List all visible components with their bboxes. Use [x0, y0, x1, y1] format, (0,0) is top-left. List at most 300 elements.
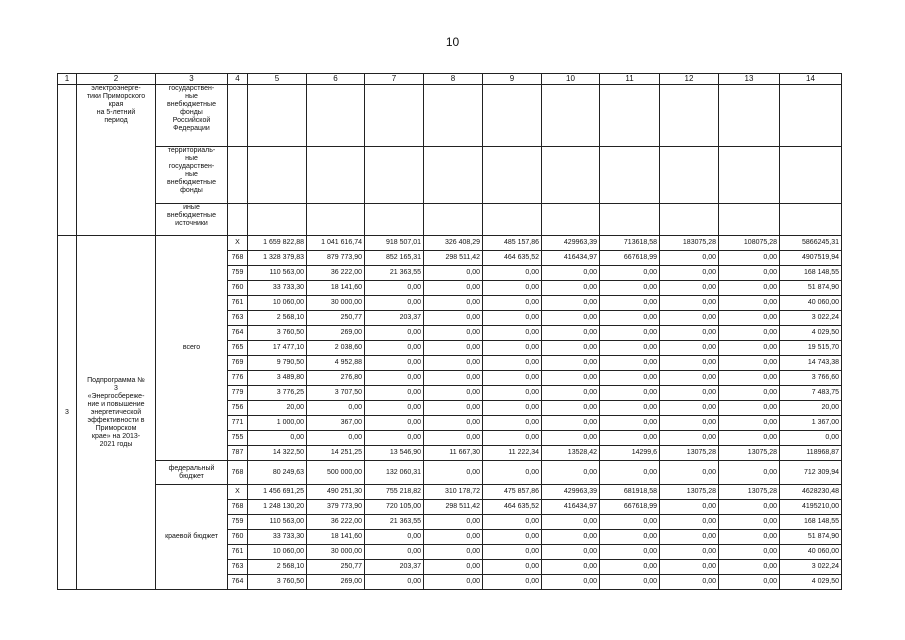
- value-cell: 0,00: [719, 311, 780, 326]
- value-cell: 0,00: [542, 515, 600, 530]
- value-cell: 33 733,30: [248, 281, 307, 296]
- value-cell: 0,00: [542, 371, 600, 386]
- value-cell: 0,00: [719, 326, 780, 341]
- value-cell: 0,00: [660, 431, 719, 446]
- value-cell: 0,00: [424, 296, 483, 311]
- value-cell: 0,00: [424, 326, 483, 341]
- value-cell: 667618,99: [600, 500, 660, 515]
- value-cell: 0,00: [719, 266, 780, 281]
- value-cell: 0,00: [600, 341, 660, 356]
- value-cell: 0,00: [542, 386, 600, 401]
- value-cell: 33 733,30: [248, 530, 307, 545]
- value-cell: 500 000,00: [307, 461, 365, 485]
- value-cell: 0,00: [424, 401, 483, 416]
- column-header: 2: [77, 74, 156, 85]
- value-cell: 0,00: [719, 341, 780, 356]
- value-cell: 0,00: [600, 461, 660, 485]
- code-cell: 764: [228, 575, 248, 590]
- value-cell: 1 328 379,83: [248, 251, 307, 266]
- value-cell: 203,37: [365, 560, 424, 575]
- code-cell: 761: [228, 545, 248, 560]
- value-cell: 0,00: [719, 386, 780, 401]
- value-cell: 0,00: [719, 251, 780, 266]
- value-cell: 4628230,48: [780, 485, 842, 500]
- empty-cell: [228, 85, 248, 147]
- value-cell: 0,00: [660, 341, 719, 356]
- value-cell: 326 408,29: [424, 236, 483, 251]
- value-cell: 30 000,00: [307, 545, 365, 560]
- value-cell: 720 105,00: [365, 500, 424, 515]
- value-cell: 0,00: [365, 356, 424, 371]
- code-cell: 787: [228, 446, 248, 461]
- value-cell: 0,00: [365, 416, 424, 431]
- value-cell: 0,00: [660, 500, 719, 515]
- value-cell: 1 659 822,88: [248, 236, 307, 251]
- empty-cell: [719, 85, 780, 147]
- value-cell: 110 563,00: [248, 266, 307, 281]
- value-cell: 0,00: [365, 431, 424, 446]
- value-cell: 0,00: [307, 431, 365, 446]
- value-cell: 0,00: [424, 371, 483, 386]
- value-cell: 0,00: [483, 560, 542, 575]
- empty-cell: [483, 204, 542, 236]
- continuation-row: [58, 147, 842, 204]
- code-cell: 771: [228, 416, 248, 431]
- value-cell: 132 060,31: [365, 461, 424, 485]
- empty-cell: [307, 147, 365, 204]
- value-cell: 0,00: [424, 545, 483, 560]
- value-cell: 0,00: [424, 560, 483, 575]
- code-cell: 761: [228, 296, 248, 311]
- value-cell: 0,00: [660, 266, 719, 281]
- value-cell: 0,00: [660, 575, 719, 590]
- value-cell: 0,00: [542, 326, 600, 341]
- value-cell: 4907519,94: [780, 251, 842, 266]
- value-cell: 755 218,82: [365, 485, 424, 500]
- value-cell: 0,00: [660, 251, 719, 266]
- code-cell: Х: [228, 236, 248, 251]
- column-header: 11: [600, 74, 660, 85]
- value-cell: 0,00: [483, 386, 542, 401]
- column-header: 7: [365, 74, 424, 85]
- empty-cell: [248, 85, 307, 147]
- value-cell: 3 766,60: [780, 371, 842, 386]
- value-cell: 0,00: [365, 545, 424, 560]
- value-cell: 0,00: [542, 416, 600, 431]
- empty-cell: [307, 85, 365, 147]
- column-header: 10: [542, 74, 600, 85]
- value-cell: 0,00: [542, 545, 600, 560]
- empty-cell: [483, 147, 542, 204]
- value-cell: 1 000,00: [248, 416, 307, 431]
- value-cell: 276,80: [307, 371, 365, 386]
- value-cell: 0,00: [660, 461, 719, 485]
- value-cell: 0,00: [365, 326, 424, 341]
- value-cell: 4 029,50: [780, 326, 842, 341]
- value-cell: 0,00: [365, 401, 424, 416]
- column-header: 9: [483, 74, 542, 85]
- value-cell: 0,00: [542, 431, 600, 446]
- code-cell: 765: [228, 341, 248, 356]
- value-cell: 2 038,60: [307, 341, 365, 356]
- column-header: 4: [228, 74, 248, 85]
- value-cell: 168 148,55: [780, 515, 842, 530]
- value-cell: 0,00: [600, 515, 660, 530]
- row-number-cell: [58, 85, 77, 236]
- value-cell: 416434,97: [542, 500, 600, 515]
- code-cell: 779: [228, 386, 248, 401]
- funding-source-cell: государствен- ные внебюджетные фонды Российской Федерации: [156, 85, 228, 147]
- value-cell: 40 060,00: [780, 296, 842, 311]
- value-cell: 0,00: [719, 401, 780, 416]
- value-cell: 3 760,50: [248, 326, 307, 341]
- value-cell: 3 022,24: [780, 311, 842, 326]
- code-cell: 768: [228, 251, 248, 266]
- value-cell: 1 248 130,20: [248, 500, 307, 515]
- value-cell: 0,00: [600, 560, 660, 575]
- code-cell: 755: [228, 431, 248, 446]
- funding-source-label: краевой бюджет: [156, 485, 228, 590]
- value-cell: 0,00: [483, 326, 542, 341]
- value-cell: 0,00: [424, 386, 483, 401]
- value-cell: 2 568,10: [248, 560, 307, 575]
- value-cell: 0,00: [719, 296, 780, 311]
- value-cell: 168 148,55: [780, 266, 842, 281]
- value-cell: 0,00: [719, 416, 780, 431]
- value-cell: 0,00: [483, 356, 542, 371]
- value-cell: 464 635,52: [483, 500, 542, 515]
- code-cell: 756: [228, 401, 248, 416]
- value-cell: 9 790,50: [248, 356, 307, 371]
- value-cell: 5866245,31: [780, 236, 842, 251]
- value-cell: 0,00: [424, 431, 483, 446]
- value-cell: 36 222,00: [307, 515, 365, 530]
- value-cell: 0,00: [719, 371, 780, 386]
- value-cell: 0,00: [600, 431, 660, 446]
- value-cell: 17 477,10: [248, 341, 307, 356]
- value-cell: 18 141,60: [307, 530, 365, 545]
- value-cell: 298 511,42: [424, 251, 483, 266]
- value-cell: 0,00: [660, 371, 719, 386]
- continuation-row: [58, 85, 842, 147]
- federal-row: [58, 461, 842, 485]
- value-cell: 11 667,30: [424, 446, 483, 461]
- value-cell: 0,00: [719, 530, 780, 545]
- value-cell: 0,00: [365, 530, 424, 545]
- value-cell: 0,00: [483, 296, 542, 311]
- program-name-cell: Подпрограмма № 3 «Энергосбереже- ние и повышение энергетической эффективности в Приморском крае» на 2013- 2021 годы: [77, 236, 156, 590]
- value-cell: 0,00: [483, 431, 542, 446]
- value-cell: 0,00: [719, 356, 780, 371]
- value-cell: 3 022,24: [780, 560, 842, 575]
- value-cell: 0,00: [660, 416, 719, 431]
- value-cell: 429963,39: [542, 485, 600, 500]
- value-cell: 0,00: [542, 281, 600, 296]
- value-cell: 681918,58: [600, 485, 660, 500]
- value-cell: 0,00: [600, 266, 660, 281]
- value-cell: 108075,28: [719, 236, 780, 251]
- value-cell: 0,00: [483, 311, 542, 326]
- value-cell: 51 874,90: [780, 281, 842, 296]
- value-cell: 0,00: [719, 545, 780, 560]
- value-cell: 0,00: [542, 575, 600, 590]
- code-cell: 760: [228, 281, 248, 296]
- value-cell: 13528,42: [542, 446, 600, 461]
- value-cell: 0,00: [424, 311, 483, 326]
- value-cell: 298 511,42: [424, 500, 483, 515]
- value-cell: 13075,28: [719, 485, 780, 500]
- value-cell: 379 773,90: [307, 500, 365, 515]
- empty-cell: [719, 204, 780, 236]
- value-cell: 310 178,72: [424, 485, 483, 500]
- value-cell: 269,00: [307, 575, 365, 590]
- value-cell: 0,00: [483, 266, 542, 281]
- value-cell: 3 489,80: [248, 371, 307, 386]
- value-cell: 80 249,63: [248, 461, 307, 485]
- value-cell: 0,00: [600, 371, 660, 386]
- value-cell: 0,00: [600, 356, 660, 371]
- value-cell: 367,00: [307, 416, 365, 431]
- value-cell: 0,00: [424, 461, 483, 485]
- row-number-cell: 3: [58, 236, 77, 590]
- page-number: 10: [445, 35, 460, 49]
- column-header: 1: [58, 74, 77, 85]
- value-cell: 13075,28: [660, 485, 719, 500]
- value-cell: 0,00: [542, 560, 600, 575]
- value-cell: 0,00: [660, 356, 719, 371]
- value-cell: 0,00: [719, 431, 780, 446]
- value-cell: 0,00: [365, 386, 424, 401]
- empty-cell: [660, 85, 719, 147]
- value-cell: 0,00: [600, 545, 660, 560]
- value-cell: 10 060,00: [248, 296, 307, 311]
- value-cell: 0,00: [424, 341, 483, 356]
- value-cell: 0,00: [483, 575, 542, 590]
- continuation-row: [58, 204, 842, 236]
- funding-source-cell: территориаль- ные государствен- ные внебюджетные фонды: [156, 147, 228, 204]
- value-cell: 14 322,50: [248, 446, 307, 461]
- value-cell: 250,77: [307, 560, 365, 575]
- value-cell: 51 874,90: [780, 530, 842, 545]
- value-cell: 0,00: [483, 371, 542, 386]
- header-row: [58, 74, 842, 85]
- empty-cell: [228, 204, 248, 236]
- funding-source-label: всего: [156, 236, 228, 461]
- code-cell: 763: [228, 560, 248, 575]
- value-cell: 20,00: [780, 401, 842, 416]
- value-cell: 14 743,38: [780, 356, 842, 371]
- column-header: 6: [307, 74, 365, 85]
- value-cell: 1 456 691,25: [248, 485, 307, 500]
- empty-cell: [780, 85, 842, 147]
- value-cell: 0,00: [660, 530, 719, 545]
- column-header: 14: [780, 74, 842, 85]
- value-cell: 7 483,75: [780, 386, 842, 401]
- value-cell: 20,00: [248, 401, 307, 416]
- empty-cell: [307, 204, 365, 236]
- value-cell: 21 363,55: [365, 515, 424, 530]
- value-cell: 21 363,55: [365, 266, 424, 281]
- value-cell: 490 251,30: [307, 485, 365, 500]
- program-name-cell: электроэнерге- тики Приморского края на 5-летний период: [77, 85, 156, 236]
- value-cell: 0,00: [542, 461, 600, 485]
- value-cell: 18 141,60: [307, 281, 365, 296]
- value-cell: 3 760,50: [248, 575, 307, 590]
- value-cell: 0,00: [365, 281, 424, 296]
- value-cell: 30 000,00: [307, 296, 365, 311]
- value-cell: 0,00: [424, 575, 483, 590]
- value-cell: 0,00: [483, 416, 542, 431]
- value-cell: 13075,28: [719, 446, 780, 461]
- value-cell: 0,00: [660, 560, 719, 575]
- total-row: [58, 236, 842, 251]
- empty-cell: [542, 147, 600, 204]
- value-cell: 14 251,25: [307, 446, 365, 461]
- value-cell: 11 222,34: [483, 446, 542, 461]
- value-cell: 0,00: [424, 266, 483, 281]
- value-cell: 918 507,01: [365, 236, 424, 251]
- value-cell: 10 060,00: [248, 545, 307, 560]
- value-cell: 0,00: [365, 575, 424, 590]
- value-cell: 0,00: [660, 311, 719, 326]
- value-cell: 712 309,94: [780, 461, 842, 485]
- code-cell: 769: [228, 356, 248, 371]
- value-cell: 0,00: [660, 401, 719, 416]
- value-cell: 0,00: [542, 530, 600, 545]
- value-cell: 0,00: [542, 341, 600, 356]
- empty-cell: [228, 147, 248, 204]
- value-cell: 0,00: [483, 401, 542, 416]
- value-cell: 0,00: [719, 281, 780, 296]
- empty-cell: [600, 85, 660, 147]
- code-cell: 759: [228, 266, 248, 281]
- value-cell: 36 222,00: [307, 266, 365, 281]
- value-cell: 485 157,86: [483, 236, 542, 251]
- value-cell: 0,00: [542, 356, 600, 371]
- empty-cell: [660, 147, 719, 204]
- code-cell: 768: [228, 500, 248, 515]
- value-cell: 250,77: [307, 311, 365, 326]
- value-cell: 0,00: [719, 560, 780, 575]
- value-cell: 0,00: [660, 326, 719, 341]
- value-cell: 0,00: [600, 311, 660, 326]
- value-cell: 0,00: [600, 401, 660, 416]
- value-cell: 4195210,00: [780, 500, 842, 515]
- column-header: 13: [719, 74, 780, 85]
- value-cell: 852 165,31: [365, 251, 424, 266]
- column-header: 12: [660, 74, 719, 85]
- column-header: 3: [156, 74, 228, 85]
- code-cell: 760: [228, 530, 248, 545]
- value-cell: 0,00: [542, 296, 600, 311]
- value-cell: 0,00: [248, 431, 307, 446]
- value-cell: 0,00: [483, 515, 542, 530]
- value-cell: 0,00: [600, 296, 660, 311]
- value-cell: 0,00: [600, 281, 660, 296]
- value-cell: 118968,87: [780, 446, 842, 461]
- empty-cell: [365, 204, 424, 236]
- value-cell: 0,00: [719, 575, 780, 590]
- value-cell: 4 952,88: [307, 356, 365, 371]
- code-cell: 759: [228, 515, 248, 530]
- budget-table: [57, 73, 842, 590]
- value-cell: 0,00: [424, 515, 483, 530]
- value-cell: 0,00: [542, 266, 600, 281]
- value-cell: 13075,28: [660, 446, 719, 461]
- value-cell: 0,00: [483, 545, 542, 560]
- regional-row: [58, 485, 842, 500]
- code-cell: 776: [228, 371, 248, 386]
- value-cell: 4 029,50: [780, 575, 842, 590]
- empty-cell: [780, 147, 842, 204]
- value-cell: 0,00: [600, 530, 660, 545]
- value-cell: 40 060,00: [780, 545, 842, 560]
- value-cell: 0,00: [600, 386, 660, 401]
- value-cell: 0,00: [780, 431, 842, 446]
- empty-cell: [424, 147, 483, 204]
- value-cell: 14299,6: [600, 446, 660, 461]
- value-cell: 0,00: [365, 371, 424, 386]
- empty-cell: [483, 85, 542, 147]
- value-cell: 0,00: [542, 401, 600, 416]
- empty-cell: [248, 204, 307, 236]
- value-cell: 0,00: [483, 530, 542, 545]
- value-cell: 110 563,00: [248, 515, 307, 530]
- value-cell: 475 857,86: [483, 485, 542, 500]
- code-cell: 768: [228, 461, 248, 485]
- empty-cell: [600, 204, 660, 236]
- value-cell: 19 515,70: [780, 341, 842, 356]
- empty-cell: [248, 147, 307, 204]
- value-cell: 0,00: [424, 281, 483, 296]
- value-cell: 0,00: [660, 386, 719, 401]
- value-cell: 0,00: [660, 281, 719, 296]
- value-cell: 0,00: [483, 341, 542, 356]
- value-cell: 203,37: [365, 311, 424, 326]
- empty-cell: [600, 147, 660, 204]
- value-cell: 429963,39: [542, 236, 600, 251]
- value-cell: 0,00: [542, 311, 600, 326]
- table-body: [58, 74, 842, 590]
- value-cell: 464 635,52: [483, 251, 542, 266]
- value-cell: 2 568,10: [248, 311, 307, 326]
- column-header: 5: [248, 74, 307, 85]
- funding-source-cell: иные внебюджетные источники: [156, 204, 228, 236]
- value-cell: 0,00: [424, 530, 483, 545]
- value-cell: 667618,99: [600, 251, 660, 266]
- empty-cell: [660, 204, 719, 236]
- empty-cell: [365, 147, 424, 204]
- code-cell: 764: [228, 326, 248, 341]
- value-cell: 0,00: [424, 416, 483, 431]
- empty-cell: [365, 85, 424, 147]
- value-cell: 0,00: [600, 575, 660, 590]
- value-cell: 0,00: [719, 515, 780, 530]
- empty-cell: [424, 204, 483, 236]
- value-cell: 0,00: [660, 515, 719, 530]
- value-cell: 879 773,90: [307, 251, 365, 266]
- value-cell: 0,00: [365, 296, 424, 311]
- value-cell: 0,00: [483, 461, 542, 485]
- empty-cell: [780, 204, 842, 236]
- value-cell: 0,00: [600, 326, 660, 341]
- value-cell: 0,00: [483, 281, 542, 296]
- empty-cell: [424, 85, 483, 147]
- code-cell: 763: [228, 311, 248, 326]
- code-cell: Х: [228, 485, 248, 500]
- value-cell: 0,00: [719, 461, 780, 485]
- value-cell: 0,00: [424, 356, 483, 371]
